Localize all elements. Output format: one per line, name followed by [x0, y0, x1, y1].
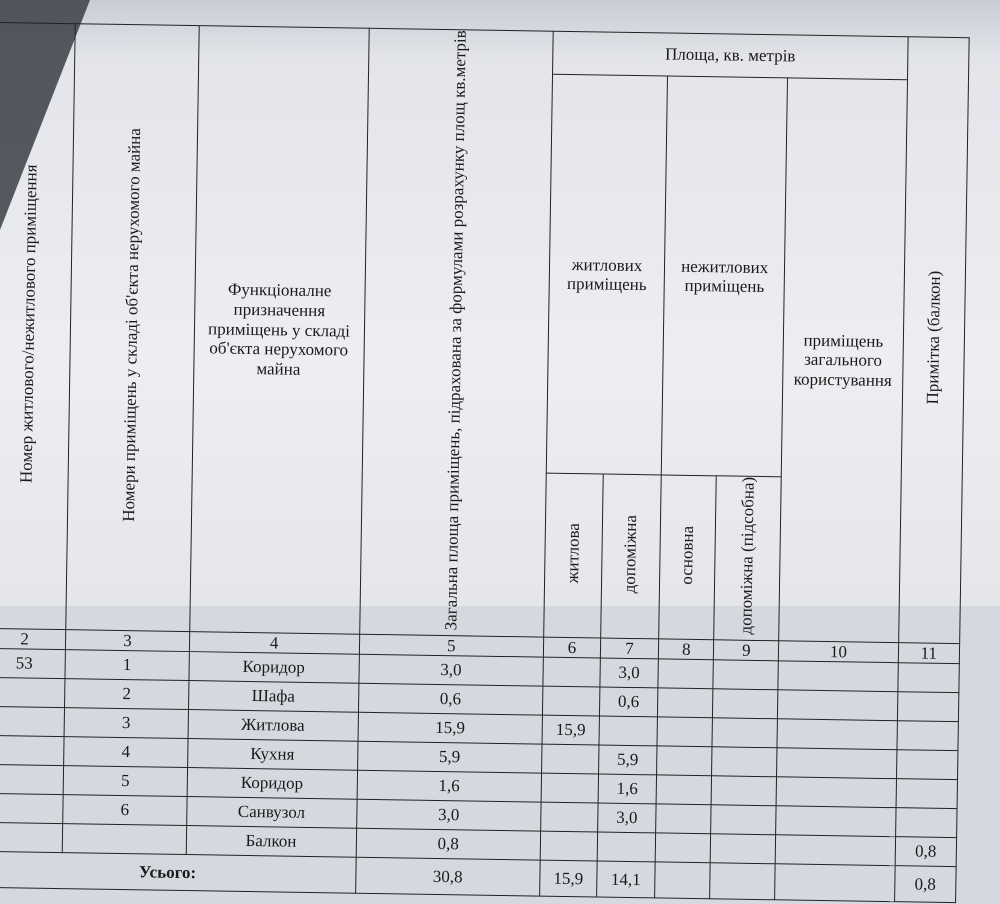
- empty-cell: [711, 834, 776, 864]
- room-number: 5: [63, 766, 187, 797]
- empty-cell: [655, 833, 711, 863]
- room-note: [897, 692, 959, 722]
- header-room-purpose: [189, 26, 368, 634]
- room-total-area: 5,9: [357, 741, 542, 773]
- column-number: 5: [359, 634, 544, 657]
- header-living-aux-text: допоміжна: [620, 514, 641, 594]
- column-number: 3: [66, 629, 190, 651]
- column-number: 6: [543, 637, 600, 658]
- apartment-number: [0, 794, 63, 824]
- empty-cell: [778, 690, 898, 721]
- room-total-area: 3,0: [358, 654, 543, 686]
- empty-cell: [775, 864, 895, 902]
- header-living-main: [544, 474, 603, 638]
- room-name: Житлова: [188, 710, 358, 742]
- room-aux-area: 1,6: [598, 774, 657, 804]
- apartment-number: [0, 707, 65, 737]
- empty-cell: [778, 661, 898, 692]
- column-number: 10: [779, 641, 899, 663]
- room-name: Кухня: [187, 739, 357, 771]
- header-common-use: [779, 78, 907, 642]
- apartment-number: 53: [0, 649, 66, 679]
- room-living-area: [543, 657, 600, 687]
- document-sheet: [0, 8, 1000, 894]
- total-living-area: 15,9: [540, 860, 597, 897]
- empty-cell: [777, 748, 897, 779]
- column-number: 8: [658, 639, 714, 660]
- column-number: 2: [0, 628, 66, 650]
- room-living-area: [542, 744, 599, 774]
- header-living-main-text: житлова: [562, 523, 583, 584]
- header-apartment-number: [0, 22, 76, 629]
- column-number: 9: [714, 639, 779, 661]
- header-common-use-text: приміщень загального користування: [793, 330, 892, 390]
- empty-cell: [712, 776, 777, 806]
- header-nonliving-aux: [714, 476, 781, 640]
- apartment-number: [0, 765, 64, 795]
- room-total-area: 0,8: [356, 828, 541, 860]
- header-room-numbers: [66, 24, 199, 632]
- room-living-area: [540, 831, 597, 861]
- room-note: [897, 721, 959, 751]
- header-apartment-number-text: Номер житлового/нежитлового приміщення: [16, 164, 41, 483]
- empty-cell: [711, 805, 776, 835]
- empty-cell: [657, 746, 713, 776]
- room-note: [895, 808, 957, 838]
- room-total-area: 1,6: [357, 770, 542, 802]
- room-name: Балкон: [186, 826, 356, 858]
- header-row-1: [0, 22, 969, 81]
- column-number: 11: [898, 642, 960, 664]
- room-living-area: 15,9: [542, 715, 599, 745]
- header-nonliving-main-text: основна: [677, 525, 698, 585]
- header-living-aux: [600, 474, 661, 638]
- total-area: 30,8: [355, 857, 540, 896]
- room-number: 4: [64, 737, 188, 768]
- total-aux-area: 14,1: [596, 861, 655, 898]
- room-name: Коридор: [187, 768, 357, 800]
- empty-cell: [658, 688, 714, 718]
- header-note-text: Примітка (балкон): [922, 270, 944, 405]
- header-nonliving-group: нежитлових приміщень: [661, 76, 787, 477]
- column-number: 7: [600, 638, 659, 659]
- empty-cell: [776, 777, 896, 808]
- total-label: Усього:: [0, 852, 356, 894]
- room-note: [896, 750, 958, 780]
- room-number: 6: [63, 795, 187, 826]
- room-note: [896, 779, 958, 809]
- header-note: [898, 37, 969, 644]
- room-aux-area: 3,0: [597, 803, 656, 833]
- room-number: 1: [65, 650, 189, 681]
- empty-cell: [657, 717, 713, 747]
- room-total-area: 3,0: [356, 799, 541, 831]
- room-total-area: 0,6: [358, 683, 543, 715]
- total-note: 0,8: [894, 866, 956, 903]
- room-aux-area: 0,6: [599, 687, 658, 717]
- empty-cell: [775, 835, 895, 866]
- empty-cell: [712, 747, 777, 777]
- room-name: Санвузол: [186, 797, 356, 829]
- room-note: 0,8: [895, 837, 957, 867]
- room-number: 3: [64, 708, 188, 739]
- empty-cell: [777, 719, 897, 750]
- header-area-group: Площа, кв. метрів: [553, 31, 908, 80]
- empty-cell: [655, 862, 711, 899]
- room-total-area: 15,9: [358, 712, 543, 744]
- apartment-number: [0, 823, 63, 853]
- room-name: Коридор: [189, 652, 359, 684]
- room-number: 2: [65, 679, 189, 710]
- room-aux-area: [597, 832, 656, 862]
- empty-cell: [712, 718, 777, 748]
- header-total-area-text: Загальна площа приміщень, підрахована за формулами розрахунку площ кв.метрів: [441, 30, 470, 631]
- empty-cell: [656, 804, 712, 834]
- empty-cell: [710, 863, 775, 900]
- header-living-group: житлових приміщень: [546, 74, 667, 475]
- room-aux-area: [599, 716, 658, 746]
- header-room-numbers-text: Номери приміщень у складі об'єкта нерухомого майна: [119, 128, 145, 523]
- room-living-area: [541, 773, 598, 803]
- header-nonliving-main: [659, 475, 717, 639]
- header-nonliving-aux-text: допоміжна (підсобна): [736, 477, 758, 636]
- empty-cell: [656, 775, 712, 805]
- room-note: [898, 663, 960, 693]
- apartment-number: [0, 736, 64, 766]
- empty-cell: [713, 660, 778, 690]
- apartment-number: [0, 678, 65, 708]
- room-name: Шафа: [188, 681, 358, 713]
- room-living-area: [541, 802, 598, 832]
- empty-cell: [713, 689, 778, 719]
- room-living-area: [543, 686, 600, 716]
- empty-cell: [658, 659, 714, 689]
- empty-cell: [776, 806, 896, 837]
- room-aux-area: 3,0: [600, 658, 659, 688]
- room-aux-area: 5,9: [598, 745, 657, 775]
- room-number: [63, 824, 187, 855]
- area-table: [0, 22, 970, 904]
- column-number: 4: [189, 631, 359, 654]
- header-total-area: [359, 28, 553, 637]
- header-room-purpose-text: Функціоналне призначення приміщень у складі об'єкта нерухомого майна: [207, 280, 351, 379]
